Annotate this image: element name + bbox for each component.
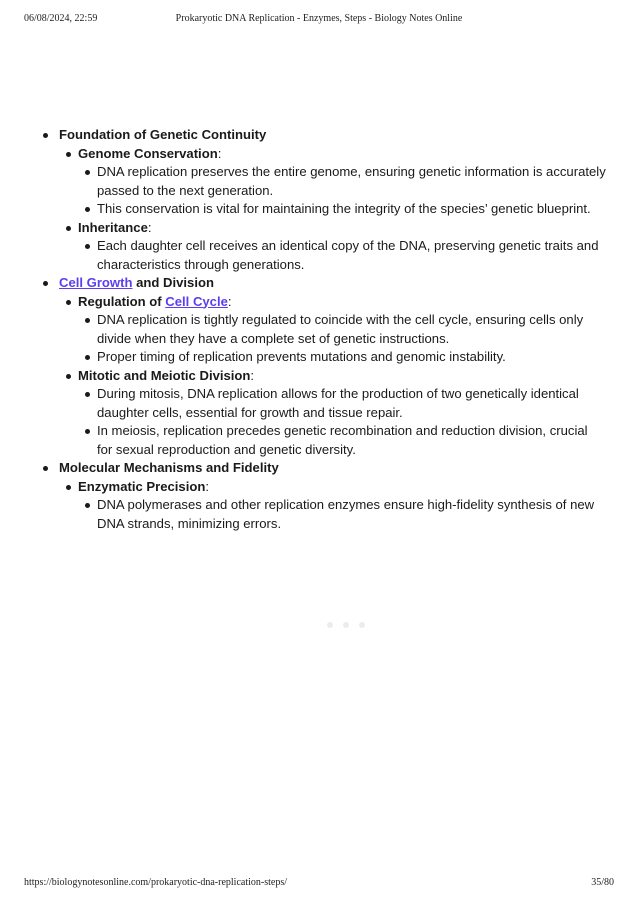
loading-dots-icon [327, 622, 365, 628]
list-item [78, 200, 606, 219]
list-item-cell-growth [36, 274, 606, 459]
bullet-icon [43, 466, 48, 471]
detail-text: Each daughter cell receives an identical copy of the DNA, preserving genetic traits and characteristics through generations. [97, 238, 599, 272]
colon: : [250, 367, 255, 383]
bullet-icon [85, 355, 90, 360]
dot [327, 622, 333, 628]
bullet-icon [66, 152, 71, 157]
sub-list [59, 293, 606, 460]
bullet-icon [85, 170, 90, 175]
subsection-heading: Enzymatic Precision [78, 478, 206, 494]
section-heading: Molecular Mechanisms and Fidelity [59, 460, 279, 475]
subsection-heading: Regulation of [78, 293, 166, 309]
detail-list [78, 163, 606, 219]
detail-list [78, 311, 606, 367]
list-item-molecular-mechanisms [36, 459, 606, 533]
list-item [78, 311, 606, 348]
bullet-icon [85, 503, 90, 508]
print-datetime: 06/08/2024, 22:59 [24, 13, 98, 24]
list-item-regulation [59, 293, 606, 367]
detail-list [78, 496, 606, 533]
section-heading-rest: and Division [132, 275, 214, 290]
detail-text: DNA polymerases and other replication enzymes ensure high-fidelity synthesis of new DNA strands, minimizing errors. [97, 497, 595, 531]
detail-text: During mitosis, DNA replication allows for the production of two genetically identical daughter cells, essential for growth and tissue repair. [97, 386, 579, 420]
list-item-foundation [36, 126, 606, 274]
colon: : [217, 145, 222, 161]
list-item-mitotic-meiotic [59, 367, 606, 460]
detail-list [78, 385, 606, 459]
list-item-genome-conservation [59, 145, 606, 219]
colon: : [147, 219, 152, 235]
bullet-icon [43, 133, 48, 138]
list-item-inheritance [59, 219, 606, 275]
article-content [36, 126, 606, 533]
list-item [78, 348, 606, 367]
list-item [78, 385, 606, 422]
bullet-icon [66, 374, 71, 379]
print-page-title: Prokaryotic DNA Replication - Enzymes, Steps - Biology Notes Online [175, 13, 463, 24]
list-item [78, 237, 606, 274]
bullet-icon [66, 485, 71, 490]
outline-list [36, 126, 606, 533]
bullet-icon [85, 318, 90, 323]
dot [359, 622, 365, 628]
colon: : [227, 293, 232, 309]
list-item-enzymatic-precision [59, 478, 606, 534]
section-heading: Foundation of Genetic Continuity [59, 127, 267, 142]
print-page-number: 35/80 [591, 877, 614, 888]
detail-text: DNA replication preserves the entire genome, ensuring genetic information is accurately passed to the next generation. [97, 164, 606, 198]
sub-list [59, 145, 606, 275]
list-item [78, 163, 606, 200]
subsection-heading: Genome Conservation [78, 145, 218, 161]
subsection-heading: Mitotic and Meiotic Division [78, 367, 251, 383]
detail-text: DNA replication is tightly regulated to coincide with the cell cycle, ensuring cells only divide when they have a complete set of genetic instructions. [97, 312, 584, 346]
detail-text: This conservation is vital for maintaining the integrity of the species’ genetic blueprint. [97, 201, 591, 216]
bullet-icon [85, 392, 90, 397]
print-url: https://biologynotesonline.com/prokaryotic-dna-replication-steps/ [24, 877, 287, 888]
list-item [78, 496, 606, 533]
detail-text: In meiosis, replication precedes genetic recombination and reduction division, crucial for sexual reproduction and genetic diversity. [97, 423, 588, 457]
cell-cycle-link[interactable]: Cell Cycle [165, 293, 228, 309]
bullet-icon [43, 281, 48, 286]
detail-list [78, 237, 606, 274]
bullet-icon [66, 226, 71, 231]
dot [343, 622, 349, 628]
bullet-icon [66, 300, 71, 305]
bullet-icon [85, 207, 90, 212]
sub-list [59, 478, 606, 534]
bullet-icon [85, 244, 90, 249]
bullet-icon [85, 429, 90, 434]
detail-text: Proper timing of replication prevents mutations and genomic instability. [97, 349, 506, 364]
subsection-heading: Inheritance [78, 219, 148, 235]
cell-growth-link[interactable]: Cell Growth [59, 275, 133, 290]
list-item [78, 422, 606, 459]
colon: : [205, 478, 209, 494]
